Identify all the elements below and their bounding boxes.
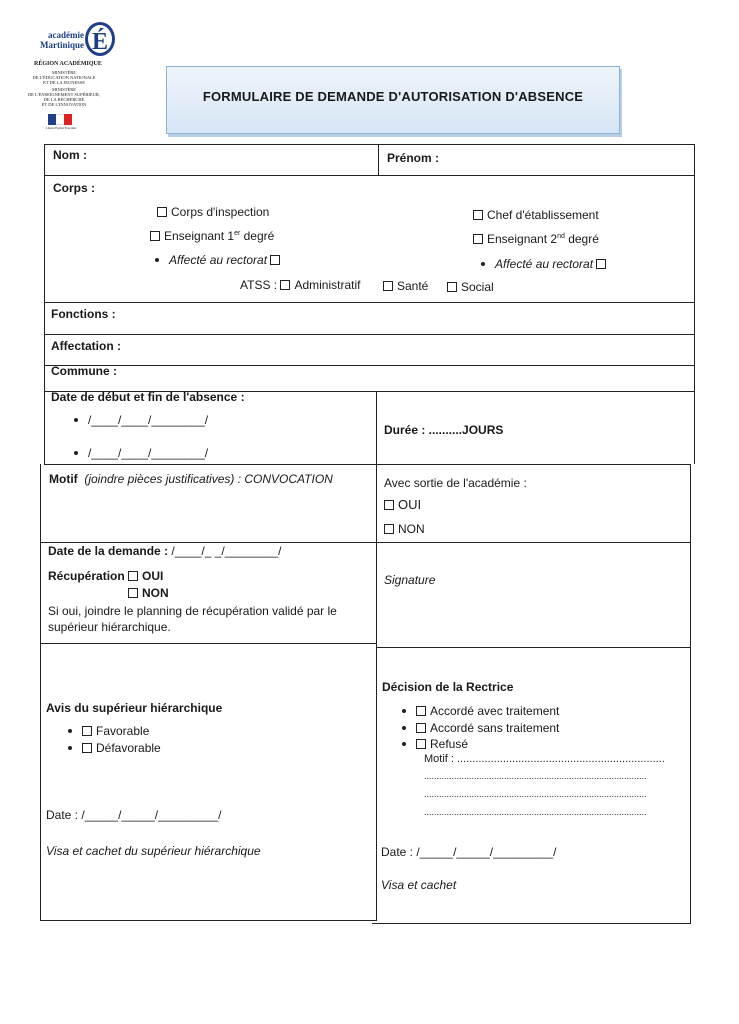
date-superieur-field[interactable]: Date : /_____/_____/_________/: [46, 808, 222, 822]
bullet-icon: [74, 418, 78, 422]
option-administratif[interactable]: Administratif: [294, 278, 361, 292]
option-sante[interactable]: Santé: [383, 279, 428, 293]
flag-caption: Liberté Égalité Fraternité: [46, 126, 77, 130]
date-rectrice-field[interactable]: Date : /_____/_____/_________/: [381, 845, 557, 859]
motif-refus-line-1[interactable]: .........................................................................................: [424, 771, 647, 781]
affectation-label[interactable]: Affectation :: [51, 339, 121, 353]
option-accorde-sans[interactable]: Accordé sans traitement: [402, 721, 559, 735]
visa-superieur-label: Visa et cachet du supérieur hiérarchique: [46, 844, 261, 858]
checkbox-icon[interactable]: [150, 231, 160, 241]
bullet-icon: [402, 742, 406, 746]
option-favorable[interactable]: Favorable: [68, 724, 149, 738]
checkbox-icon[interactable]: [416, 723, 426, 733]
ministry-1: MINISTÈRE DE L'ÉDUCATION NATIONALE ET DE LA JEUNESSE: [32, 70, 96, 85]
checkbox-icon[interactable]: [384, 500, 394, 510]
bullet-icon: [402, 726, 406, 730]
checkbox-icon[interactable]: [128, 571, 138, 581]
checkbox-icon[interactable]: [473, 234, 483, 244]
checkbox-icon[interactable]: [280, 280, 290, 290]
option-corps-inspection[interactable]: Corps d'inspection: [157, 205, 269, 219]
date-fin-field[interactable]: /____/____/________/: [74, 446, 208, 460]
bullet-icon: [402, 709, 406, 713]
option-affecte-rectorat-1[interactable]: Affecté au rectorat: [155, 253, 284, 267]
option-enseignant-2[interactable]: Enseignant 2nd degré: [473, 232, 599, 246]
option-enseignant-1[interactable]: Enseignant 1er degré: [150, 229, 274, 243]
signature-label[interactable]: Signature: [384, 573, 436, 587]
academy-logo: [40, 22, 110, 62]
visa-rectrice-label: Visa et cachet: [381, 878, 457, 892]
bullet-icon: [68, 746, 72, 750]
region-label: RÉGION ACADÉMIQUE: [34, 61, 102, 67]
motif-refus-field[interactable]: Motif : ....................................................................: [424, 753, 665, 765]
nom-label[interactable]: Nom :: [53, 148, 87, 162]
bullet-icon: [74, 451, 78, 455]
bullet-icon: [481, 262, 485, 266]
checkbox-icon[interactable]: [270, 255, 280, 265]
prenom-label[interactable]: Prénom :: [387, 151, 440, 165]
decision-label: Décision de la Rectrice: [382, 680, 514, 694]
checkbox-icon[interactable]: [383, 281, 393, 291]
date-debut-fin-label: Date de début et fin de l'absence :: [51, 390, 245, 404]
checkbox-icon[interactable]: [384, 524, 394, 534]
page-title: FORMULAIRE DE DEMANDE D'AUTORISATION D'ABSENCE: [202, 89, 584, 104]
option-refuse[interactable]: Refusé: [402, 737, 468, 751]
checkbox-icon[interactable]: [416, 706, 426, 716]
recup-note-2: supérieur hiérarchique.: [48, 620, 171, 634]
checkbox-icon[interactable]: [82, 743, 92, 753]
motif-refus-line-3[interactable]: .........................................................................................: [424, 807, 647, 817]
option-defavorable[interactable]: Défavorable: [68, 741, 161, 755]
date-debut-field[interactable]: /____/____/________/: [74, 413, 208, 427]
recup-non[interactable]: NON: [128, 586, 169, 600]
logo-e-icon: É: [85, 22, 115, 56]
bullet-icon: [155, 258, 159, 262]
option-sortie-non[interactable]: NON: [384, 522, 425, 536]
atss-row: ATSS : Administratif: [240, 278, 361, 292]
checkbox-icon[interactable]: [157, 207, 167, 217]
ministry-2: MINISTÈRE DE L'ENSEIGNEMENT SUPÉRIEUR, DE LA RECHERCHE ET DE L'INNOVATION: [27, 87, 101, 107]
sortie-label: Avec sortie de l'académie :: [384, 476, 527, 490]
recup-note-1: Si oui, joindre le planning de récupération validé par le: [48, 604, 337, 618]
option-social[interactable]: Social: [447, 280, 494, 294]
option-chef-etablissement[interactable]: Chef d'établissement: [473, 208, 599, 222]
checkbox-icon[interactable]: [416, 739, 426, 749]
option-accorde-avec[interactable]: Accordé avec traitement: [402, 704, 559, 718]
bullet-icon: [68, 729, 72, 733]
corps-label: Corps :: [53, 181, 95, 195]
french-flag-icon: [48, 114, 72, 125]
checkbox-icon[interactable]: [128, 588, 138, 598]
checkbox-icon[interactable]: [82, 726, 92, 736]
option-affecte-rectorat-2[interactable]: Affecté au rectorat: [481, 257, 610, 271]
title-banner: [166, 66, 620, 134]
recuperation-row: Récupération OUI: [48, 569, 164, 583]
recup-oui[interactable]: OUI: [142, 569, 164, 583]
fonctions-label[interactable]: Fonctions :: [51, 307, 116, 321]
checkbox-icon[interactable]: [447, 282, 457, 292]
motif-row: Motif (joindre pièces justificatives) : CONVOCATION: [49, 472, 333, 486]
option-sortie-oui[interactable]: OUI: [384, 497, 421, 512]
duree-field[interactable]: Durée : ..........JOURS: [384, 423, 504, 437]
checkbox-icon[interactable]: [596, 259, 606, 269]
motif-refus-line-2[interactable]: .........................................................................................: [424, 789, 647, 799]
avis-label: Avis du supérieur hiérarchique: [46, 701, 223, 715]
commune-label[interactable]: Commune :: [51, 364, 117, 378]
checkbox-icon[interactable]: [473, 210, 483, 220]
date-demande-row[interactable]: Date de la demande : /____/_ _/________/: [48, 544, 282, 558]
logo-wordmark: académie Martinique: [40, 30, 84, 50]
